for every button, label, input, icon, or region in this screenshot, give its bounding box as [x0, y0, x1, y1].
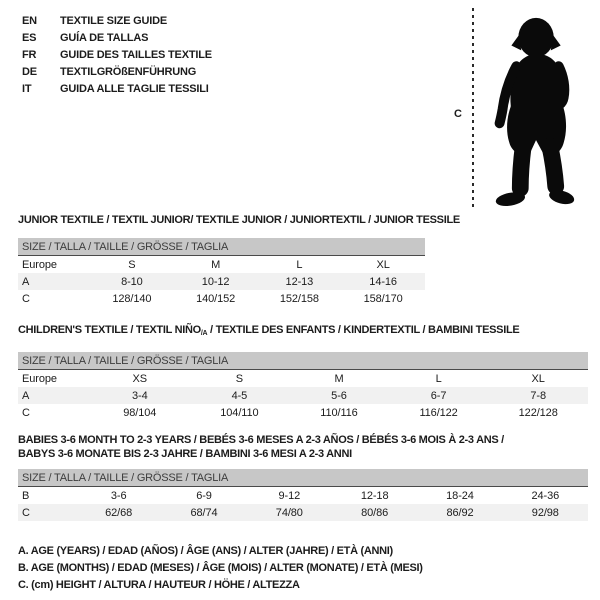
babies-title-line1: BABIES 3-6 MONTH TO 2-3 YEARS / BEBÉS 3-6 MESES A 2-3 AÑOS / BÉBÉS 3-6 MOIS À 2-3 ANS /	[18, 434, 504, 446]
cell: 3-4	[90, 387, 190, 404]
row-label: A	[18, 387, 90, 404]
table-row	[18, 370, 588, 388]
cell: 68/74	[161, 504, 246, 521]
cell: 8-10	[90, 273, 174, 290]
language-code: EN	[22, 14, 37, 27]
cell: 7-8	[488, 387, 588, 404]
babies-size-table	[18, 469, 588, 521]
cell: L	[435, 372, 442, 385]
cell: 128/140	[112, 292, 152, 305]
language-title: GUIDA ALLE TAGLIE TESSILI	[60, 82, 209, 95]
note-height: C. (cm) HEIGHT / ALTURA / HAUTEUR / HÖHE / ALTEZZA	[18, 579, 300, 591]
language-title-list	[22, 12, 212, 97]
height-figure	[450, 5, 600, 217]
cell: S	[128, 258, 136, 271]
row-label: C	[22, 406, 30, 419]
cell: 9-12	[278, 489, 301, 502]
cell: 104/110	[220, 406, 259, 419]
cell: 86/92	[417, 504, 502, 521]
babies-table-title	[18, 433, 588, 461]
language-title: TEXTILE SIZE GUIDE	[60, 14, 168, 27]
children-size-table	[18, 352, 588, 421]
size-tables-section	[18, 213, 588, 594]
cell: 158/170	[363, 292, 403, 305]
row-label: B	[22, 489, 30, 502]
cell: XL	[531, 372, 545, 385]
cell: XS	[132, 372, 148, 385]
language-title: GUÍA DE TALLAS	[60, 31, 149, 44]
cell: 116/122	[419, 406, 458, 419]
cell: 12-18	[360, 489, 389, 502]
cell: 12-13	[258, 273, 342, 290]
table-row	[18, 387, 588, 404]
junior-size-table	[18, 238, 425, 307]
cell: S	[235, 372, 244, 385]
row-label: C	[18, 504, 76, 521]
table-row	[18, 273, 425, 290]
cell: 10-12	[174, 273, 258, 290]
cell: 152/158	[279, 292, 319, 305]
cell: XL	[376, 258, 390, 271]
table-row	[18, 504, 588, 521]
cell: 110/116	[320, 406, 358, 419]
children-title-suffix: / TEXTILE DES ENFANTS / KINDERTEXTIL / BAMBINI TESSILE	[207, 324, 520, 336]
language-code: ES	[22, 31, 37, 44]
table-row	[18, 290, 425, 307]
baby-silhouette-icon	[482, 10, 594, 212]
legend-notes	[18, 543, 588, 594]
cell: 92/98	[503, 504, 588, 521]
babies-title-line2: BABYS 3-6 MONATE BIS 2-3 JAHRE / BAMBINI 3-6 MESI A 2-3 ANNI	[18, 448, 352, 460]
language-code: DE	[22, 65, 37, 78]
cell: 24-36	[531, 489, 560, 502]
cell: 6-9	[196, 489, 212, 502]
size-header-bar: SIZE / TALLA / TAILLE / GRÖSSE / TAGLIA	[18, 469, 588, 487]
junior-table-title: JUNIOR TEXTILE / TEXTIL JUNIOR/ TEXTILE JUNIOR / JUNIORTEXTIL / JUNIOR TESSILE	[18, 214, 460, 226]
size-header-bar: SIZE / TALLA / TAILLE / GRÖSSE / TAGLIA	[18, 352, 588, 370]
children-title-prefix: CHILDREN'S TEXTILE / TEXTIL NIÑO	[18, 324, 201, 336]
cell: 98/104	[123, 406, 157, 419]
cell: 3-6	[110, 489, 127, 502]
language-row	[22, 46, 212, 63]
height-measure-line	[472, 8, 474, 208]
cell: L	[296, 258, 303, 271]
language-code: IT	[22, 82, 32, 95]
children-title-subscript: /A	[200, 330, 208, 337]
size-header-bar: SIZE / TALLA / TAILLE / GRÖSSE / TAGLIA	[18, 238, 425, 256]
row-label: Europe	[22, 258, 57, 271]
children-table-title	[18, 323, 588, 341]
cell: 18-24	[446, 489, 474, 502]
table-row	[18, 487, 588, 505]
language-row	[22, 12, 212, 29]
row-label: Europe	[22, 372, 57, 385]
note-age-years: A. AGE (YEARS) / EDAD (AÑOS) / ÂGE (ANS) / ALTER (JAHRE) / ETÀ (ANNI)	[18, 545, 393, 557]
cell: 122/128	[518, 406, 558, 419]
cell: 14-16	[341, 273, 425, 290]
language-code: FR	[22, 48, 37, 61]
cell: 6-7	[389, 387, 489, 404]
table-row	[18, 256, 425, 274]
height-measure-label: C	[454, 108, 462, 120]
table-row	[18, 404, 588, 421]
note-age-months: B. AGE (MONTHS) / EDAD (MESES) / ÂGE (MOIS) / ALTER (MONATE) / ETÀ (MESI)	[18, 562, 423, 574]
row-label: C	[22, 292, 30, 305]
row-label: A	[18, 273, 90, 290]
language-row	[22, 80, 212, 97]
cell: 140/152	[196, 292, 236, 305]
cell: 80/86	[332, 504, 417, 521]
cell: M	[334, 372, 344, 385]
cell: 74/80	[247, 504, 332, 521]
cell: 62/68	[76, 504, 161, 521]
language-row	[22, 29, 212, 46]
cell: 5-6	[289, 387, 389, 404]
language-row	[22, 63, 212, 80]
cell: M	[211, 258, 221, 271]
language-title: GUIDE DES TAILLES TEXTILE	[60, 48, 212, 61]
language-title: TEXTILGRÖßENFÜHRUNG	[60, 65, 197, 78]
cell: 4-5	[190, 387, 290, 404]
